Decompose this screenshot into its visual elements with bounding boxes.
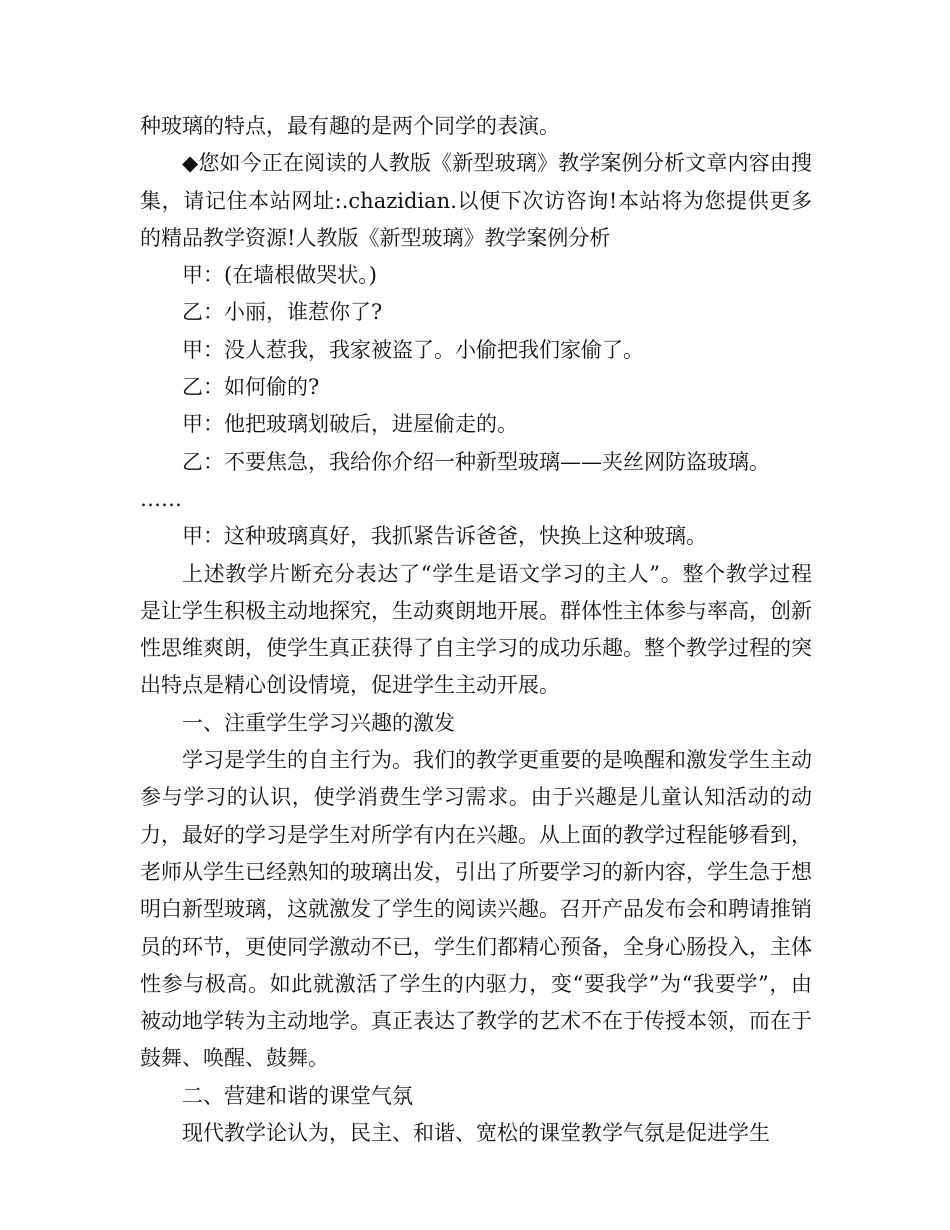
ellipsis-line: ……	[140, 486, 182, 511]
dialogue-line-5: 甲：他把玻璃划破后，进屋偷走的。	[182, 412, 518, 437]
section-heading-1: 一、注重学生学习兴趣的激发	[182, 710, 455, 735]
section-2-paragraph: 现代教学论认为，民主、和谐、宽松的课堂教学气氛是促进学生	[182, 1121, 770, 1146]
paragraph-1: 种玻璃的特点，最有趣的是两个同学的表演。	[140, 114, 560, 138]
paragraph-2: ◆您如今正在阅读的人教版《新型玻璃》教学案例分析文章内容由搜集，请记住本站网址:.chazidian.以便下次访咨询!本站将为您提供更多的精品教学资源!人教版《新型玻璃》教学案例分析	[140, 151, 812, 250]
dialogue-line-6: 乙：不要焦急，我给你介绍一种新型玻璃——夹丝网防盗玻璃。	[182, 449, 770, 474]
analysis-paragraph: 上述教学片断充分表达了“学生是语文学习的主人”。整个教学过程是让学生积极主动地探究，生动爽朗地开展。群体性主体参与率高，创新性思维爽朗，使学生真正获得了自主学习的成功乐趣。整个教学过程的突出特点是精心创设情境，促进学生主动开展。	[140, 561, 812, 698]
dialogue-line-4: 乙：如何偷的?	[182, 375, 320, 400]
dialogue-line-2: 乙：小丽，谁惹你了?	[182, 300, 383, 325]
dialogue-line-7: 甲：这种玻璃真好，我抓紧告诉爸爸，快换上这种玻璃。	[182, 524, 707, 549]
dialogue-line-3: 甲：没人惹我，我家被盗了。小偷把我们家偷了。	[182, 337, 644, 362]
dialogue-line-1: 甲：(在墙根做哭状。)	[182, 263, 377, 288]
document-body	[140, 108, 812, 1152]
section-1-paragraph: 学习是学生的自主行为。我们的教学更重要的是唤醒和激发学生主动参与学习的认识，使学消费生学习需求。由于兴趣是儿童认知活动的动力，最好的学习是学生对所学有内在兴趣。从上面的教学过程能够看到，老师从学生已经熟知的玻璃出发，引出了所要学习的新内容，学生急于想明白新型玻璃，这就激发了学生的阅读兴趣。召开产品发布会和聘请推销员的环节，更使同学激动不已，学生们都精心预备，全身心肠投入，主体性参与极高。如此就激活了学生的内驱力，变“要我学”为“我要学”，由被动地学转为主动地学。真正表达了教学的艺术不在于传授本领，而在于鼓舞、唤醒、鼓舞。	[140, 748, 812, 1071]
section-heading-2: 二、营建和谐的课堂气氛	[182, 1083, 413, 1108]
